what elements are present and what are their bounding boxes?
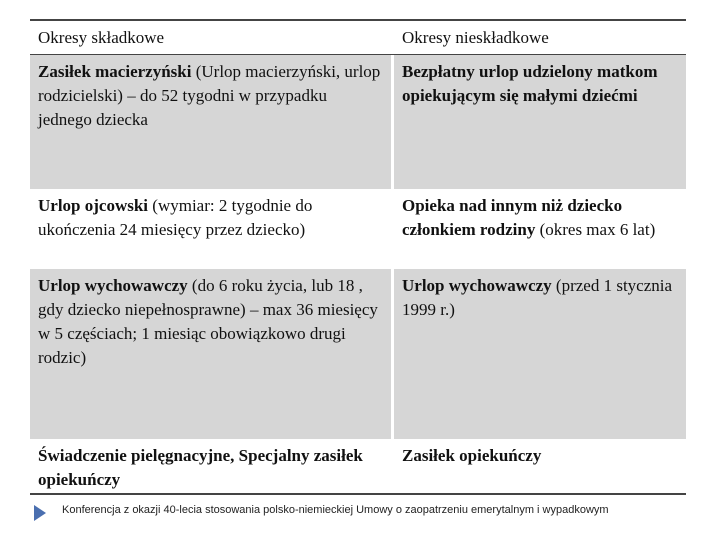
- footer: [30, 502, 690, 522]
- cell-text: (Urlop macierzyński, urlop rodzicielski) – do 52 tygodni w przypadku jednego dziecka: [38, 62, 381, 129]
- cell-care-allowance: [394, 439, 686, 493]
- table-bottom-rule: [30, 493, 686, 495]
- cell-care-benefit: [30, 439, 391, 493]
- table-row: [30, 189, 686, 269]
- cell-bold: Świadczenie pielęgnacyjne, Specjalny zasiłek opiekuńczy: [38, 446, 363, 489]
- header-noncontributory: Okresy nieskładkowe: [402, 28, 549, 47]
- cell-maternity-allowance: [30, 55, 391, 189]
- cell-bold: Zasiłek opiekuńczy: [402, 446, 542, 465]
- footer-caption: Konferencja z okazji 40-lecia stosowania polsko-niemieckiej Umowy o zaopatrzeniu emerytalnym i wypadkowym: [62, 504, 609, 516]
- arrow-right-icon: [34, 505, 46, 521]
- cell-text: (okres max 6 lat): [535, 220, 656, 239]
- cell-bold: Urlop wychowawczy: [402, 276, 552, 295]
- cell-bold: Zasiłek macierzyński: [38, 62, 192, 81]
- cell-parental-leave-pre1999: [394, 269, 686, 439]
- table-row: [30, 439, 686, 493]
- table-header-row: [30, 21, 686, 54]
- cell-paternity-leave: [30, 189, 391, 269]
- cell-parental-leave: [30, 269, 391, 439]
- table-row: [30, 269, 686, 439]
- cell-bold: Urlop wychowawczy: [38, 276, 188, 295]
- cell-bold: Urlop ojcowski: [38, 196, 149, 215]
- cell-unpaid-leave: [394, 55, 686, 189]
- cell-bold: Bezpłatny urlop udzielony matkom opiekującym się małymi dziećmi: [402, 62, 658, 105]
- cell-family-care: [394, 189, 686, 269]
- table-row: [30, 55, 686, 189]
- cell-text: (do 6 roku życia, lub 18 , gdy dziecko niepełnosprawne) – max 36 miesięcy w 5 częściach; 1 miesiąc obowiązkowo drugi rodzic): [38, 276, 378, 367]
- cell-text: (przed 1 stycznia 1999 r.): [402, 276, 673, 319]
- cell-text: (wymiar: 2 tygodnie do ukończenia 24 miesięcy przez dziecko): [38, 196, 313, 239]
- header-contributory: Okresy składkowe: [38, 28, 165, 47]
- cell-bold: Opieka nad innym niż dziecko członkiem rodziny: [402, 196, 623, 239]
